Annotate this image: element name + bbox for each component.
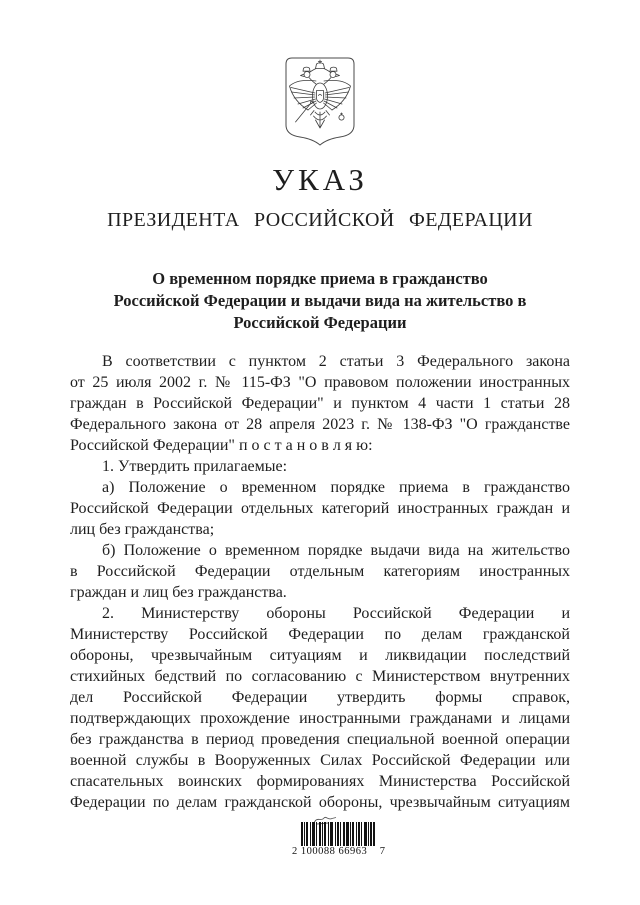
doc-title — [70, 268, 570, 334]
body-line: а) Положение о временном порядке приема в гражданство — [102, 479, 570, 496]
doc-title-line: Российской Федерации — [233, 313, 407, 332]
body-line: 2. Министерству обороны Российской Федерации и — [102, 605, 570, 622]
body-line: дел Российской Федерации утвердить формы справок, — [70, 689, 570, 706]
body-line: граждан и лиц без гражданства. — [70, 584, 287, 601]
barcode-digits: 2 100088 66963 7 — [292, 846, 386, 857]
russian-coat-of-arms-icon — [282, 55, 358, 148]
body-line: Российской Федерации отдельных категорий иностранных граждан и — [70, 500, 570, 517]
doc-title-line: О временном порядке приема в гражданство — [152, 269, 488, 288]
body-line: Министерству Российской Федерации по делам гражданской — [70, 626, 570, 643]
body-line: обороны, чрезвычайным ситуациям и ликвидации последствий — [70, 647, 570, 664]
doc-title-line: Российской Федерации и выдачи вида на жительство в — [113, 291, 527, 310]
body-line: военной службы в Вооруженных Силах Российской Федерации или — [70, 752, 570, 769]
body-line: стихийных бедствий по согласованию с Министерством внутренних — [70, 668, 570, 685]
body-line: 1. Утвердить прилагаемые: — [102, 458, 288, 475]
body-line: спасательных воинских формированиях Министерства Российской — [70, 773, 570, 790]
issuer-heading: ПРЕЗИДЕНТА РОССИЙСКОЙ ФЕДЕРАЦИИ — [107, 209, 533, 231]
body-line: Российской Федерации" п о с т а н о в л я ю: — [70, 437, 373, 454]
body-line: б) Положение о временном порядке выдачи вида на жительство — [102, 542, 570, 559]
body-line: лиц без гражданства; — [70, 521, 215, 538]
body-line: Федерального закона от 28 апреля 2023 г. № 138-ФЗ "О гражданстве — [70, 416, 570, 433]
barcode-bars — [301, 822, 375, 846]
body-line: В соответствии с пунктом 2 статьи 3 Федерального закона — [102, 353, 570, 370]
body-line: в Российской Федерации отдельным категориям иностранных — [70, 563, 570, 580]
body-line: подтверждающих прохождение иностранными гражданами и лицами — [70, 710, 570, 727]
body-line: от 25 июля 2002 г. № 115-ФЗ "О правовом положении иностранных — [70, 374, 570, 391]
pen-squiggle-mark-icon — [292, 808, 384, 822]
barcode-block — [292, 808, 384, 857]
body-line: Федерации по делам гражданской обороны, чрезвычайным ситуациям — [70, 794, 570, 811]
body-line: граждан в Российской Федерации" и пунктом 4 части 1 статьи 28 — [70, 395, 570, 412]
body-line: без гражданства в период проведения специальной военной операции — [70, 731, 570, 748]
doc-type-heading: УКАЗ — [272, 162, 368, 197]
decree-body — [70, 351, 570, 813]
